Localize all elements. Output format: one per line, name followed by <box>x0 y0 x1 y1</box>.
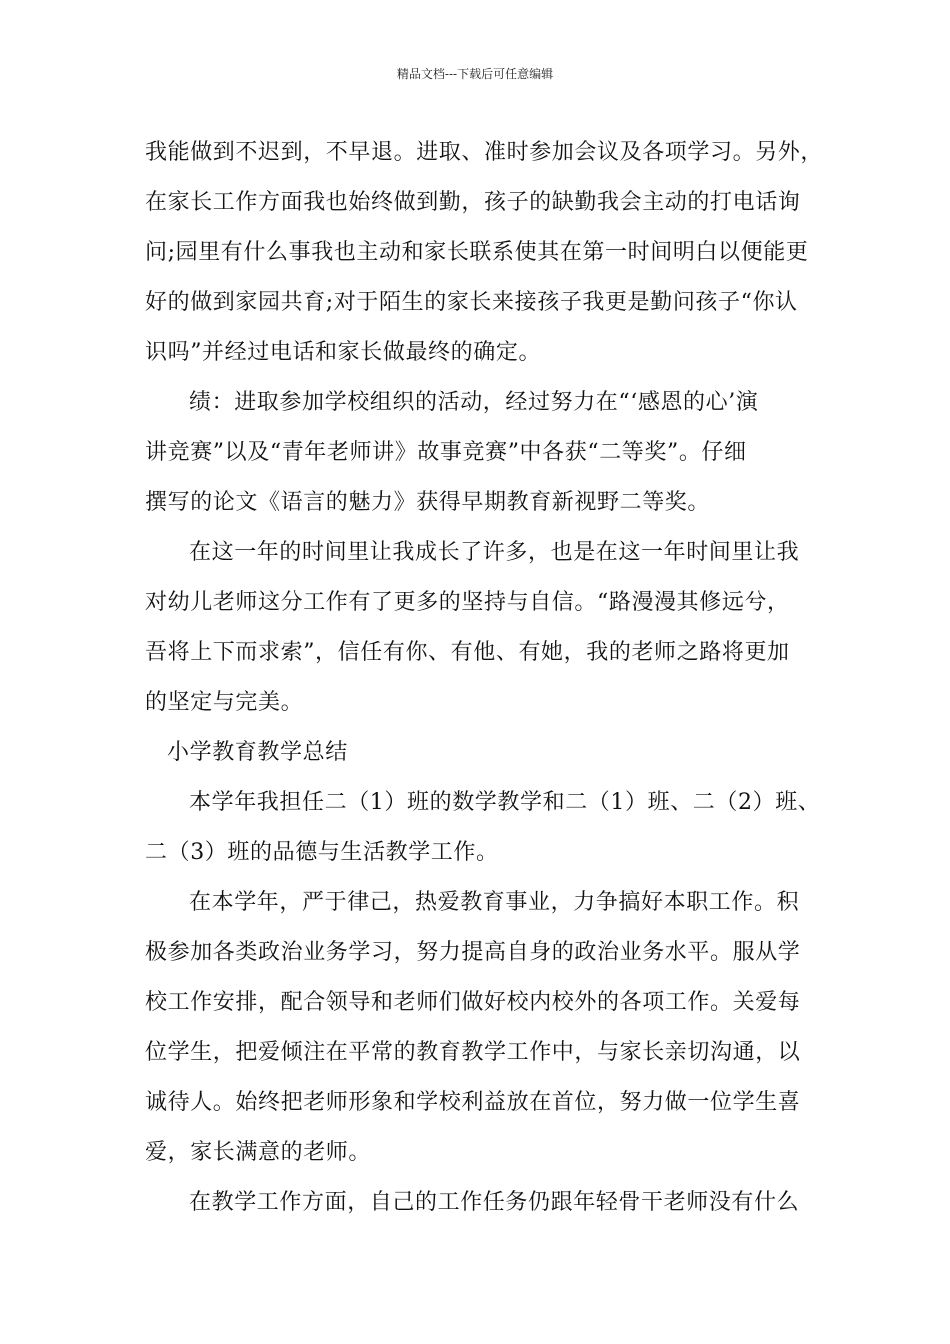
text-line-19: 位学生，把爱倾注在平常的教育教学工作中，与家长亲切沟通，以 <box>145 1040 801 1065</box>
page-header: 精品文档---下载后可任意编辑 <box>396 67 554 81</box>
text-line-11: 吾将上下而求索”，信任有你、有他、有她，我的老师之路将更加 <box>145 640 790 665</box>
text-line-1: 我能做到不迟到，不早退。进取、准时参加会议及各项学习。另外， <box>145 140 824 165</box>
text-line-9: 在这一年的时间里让我成长了许多，也是在这一年时间里让我 <box>189 540 800 565</box>
text-line-4: 好的做到家园共育;对于陌生的家长来接孩子我更是勤问孩子“你认 <box>145 290 798 315</box>
text-line-16: 在本学年，严于律己，热爱教育事业，力争搞好本职工作。积 <box>189 890 800 915</box>
text-line-6: 绩：进取参加学校组织的活动，经过努力在“‘感恩的心’演 <box>189 390 759 415</box>
section-title: 小学教育教学总结 <box>167 740 348 765</box>
text-line-12: 的坚定与完美。 <box>145 690 304 715</box>
text-line-10: 对幼儿老师这分工作有了更多的坚持与自信。“路漫漫其修远兮， <box>145 590 790 615</box>
text-line-7: 讲竞赛”以及“青年老师讲》故事竞赛”中各获“二等奖”。仔细 <box>145 440 747 465</box>
document-body <box>145 128 824 1228</box>
text-line-20: 诚待人。始终把老师形象和学校利益放在首位，努力做一位学生喜 <box>145 1090 801 1115</box>
text-line-5: 识吗”并经过电话和家长做最终的确定。 <box>145 340 542 365</box>
text-line-18: 校工作安排，配合领导和老师们做好校内校外的各项工作。关爱每 <box>145 990 801 1015</box>
text-line-21: 爱，家长满意的老师。 <box>145 1140 372 1165</box>
text-line-15: 二（3）班的品德与生活教学工作。 <box>145 840 499 865</box>
text-line-14: 本学年我担任二（1）班的数学教学和二（1）班、二（2）班、 <box>189 790 821 815</box>
text-line-22: 在教学工作方面，自己的工作任务仍跟年轻骨干老师没有什么 <box>189 1190 800 1215</box>
text-line-2: 在家长工作方面我也始终做到勤，孩子的缺勤我会主动的打电话询 <box>145 190 801 215</box>
text-line-17: 极参加各类政治业务学习，努力提高自身的政治业务水平。服从学 <box>145 940 801 965</box>
text-line-3: 问;园里有什么事我也主动和家长联系使其在第一时间明白以便能更 <box>145 240 809 265</box>
text-line-8: 撰写的论文《语言的魅力》获得早期教育新视野二等奖。 <box>145 490 711 515</box>
